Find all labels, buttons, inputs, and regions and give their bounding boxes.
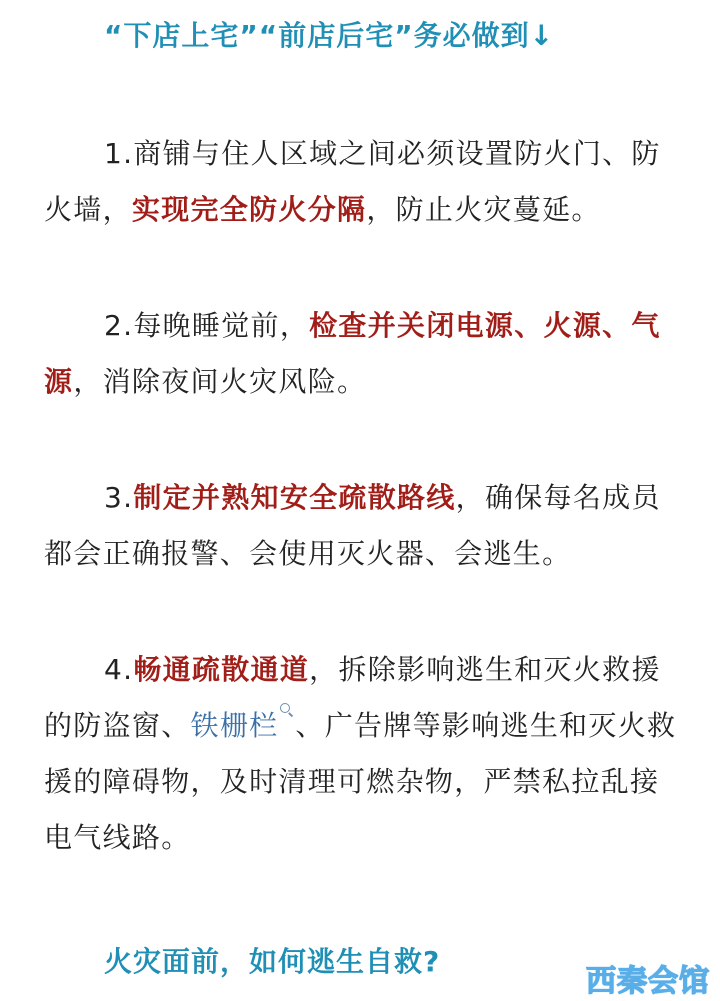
paragraph-3-tail: ，确保每名成员都会正确报警、会使用灭火器、会逃生。 bbox=[44, 481, 661, 570]
paragraph-2 bbox=[44, 298, 684, 410]
paragraph-1-emphasis: 实现完全防火分隔 bbox=[131, 193, 367, 226]
search-icon[interactable] bbox=[279, 703, 293, 717]
watermark-logo: 西秦会馆 bbox=[586, 964, 710, 999]
paragraph-4 bbox=[44, 642, 684, 866]
paragraph-4-emphasis: 畅通疏散通道 bbox=[133, 653, 310, 686]
paragraph-2-tail: ，消除夜间火灾风险。 bbox=[73, 365, 367, 398]
paragraph-3 bbox=[44, 470, 684, 582]
paragraph-2-emphasis: 检查并关闭电源、火源、气源 bbox=[44, 309, 661, 398]
paragraph-1-tail: ，防止火灾蔓延。 bbox=[366, 193, 601, 226]
paragraph-1 bbox=[44, 126, 684, 238]
search-link-iron-railing[interactable]: 铁栅栏 bbox=[190, 709, 279, 742]
section-heading-bottom: 火灾面前，如何逃生自救? bbox=[104, 945, 441, 978]
paragraph-2-text: 2.每晚睡觉前， bbox=[104, 309, 310, 342]
section-heading-top: “下店上宅”“前店后宅”务必做到↓ bbox=[104, 19, 555, 52]
paragraph-1-text: 1.商铺与住人区域之间必须设置防火门、防火墙， bbox=[44, 137, 661, 226]
paragraph-3-emphasis: 制定并熟知安全疏散路线 bbox=[133, 481, 456, 514]
paragraph-4-number: 4. bbox=[104, 653, 134, 686]
paragraph-4-text: ，拆除影响逃生和灭火救援的防盗窗、 bbox=[44, 653, 661, 742]
paragraph-4-tail: 、广告牌等影响逃生和灭火救援的障碍物，及时清理可燃杂物，严禁私拉乱接电气线路。 bbox=[44, 709, 677, 854]
paragraph-3-number: 3. bbox=[104, 481, 134, 514]
